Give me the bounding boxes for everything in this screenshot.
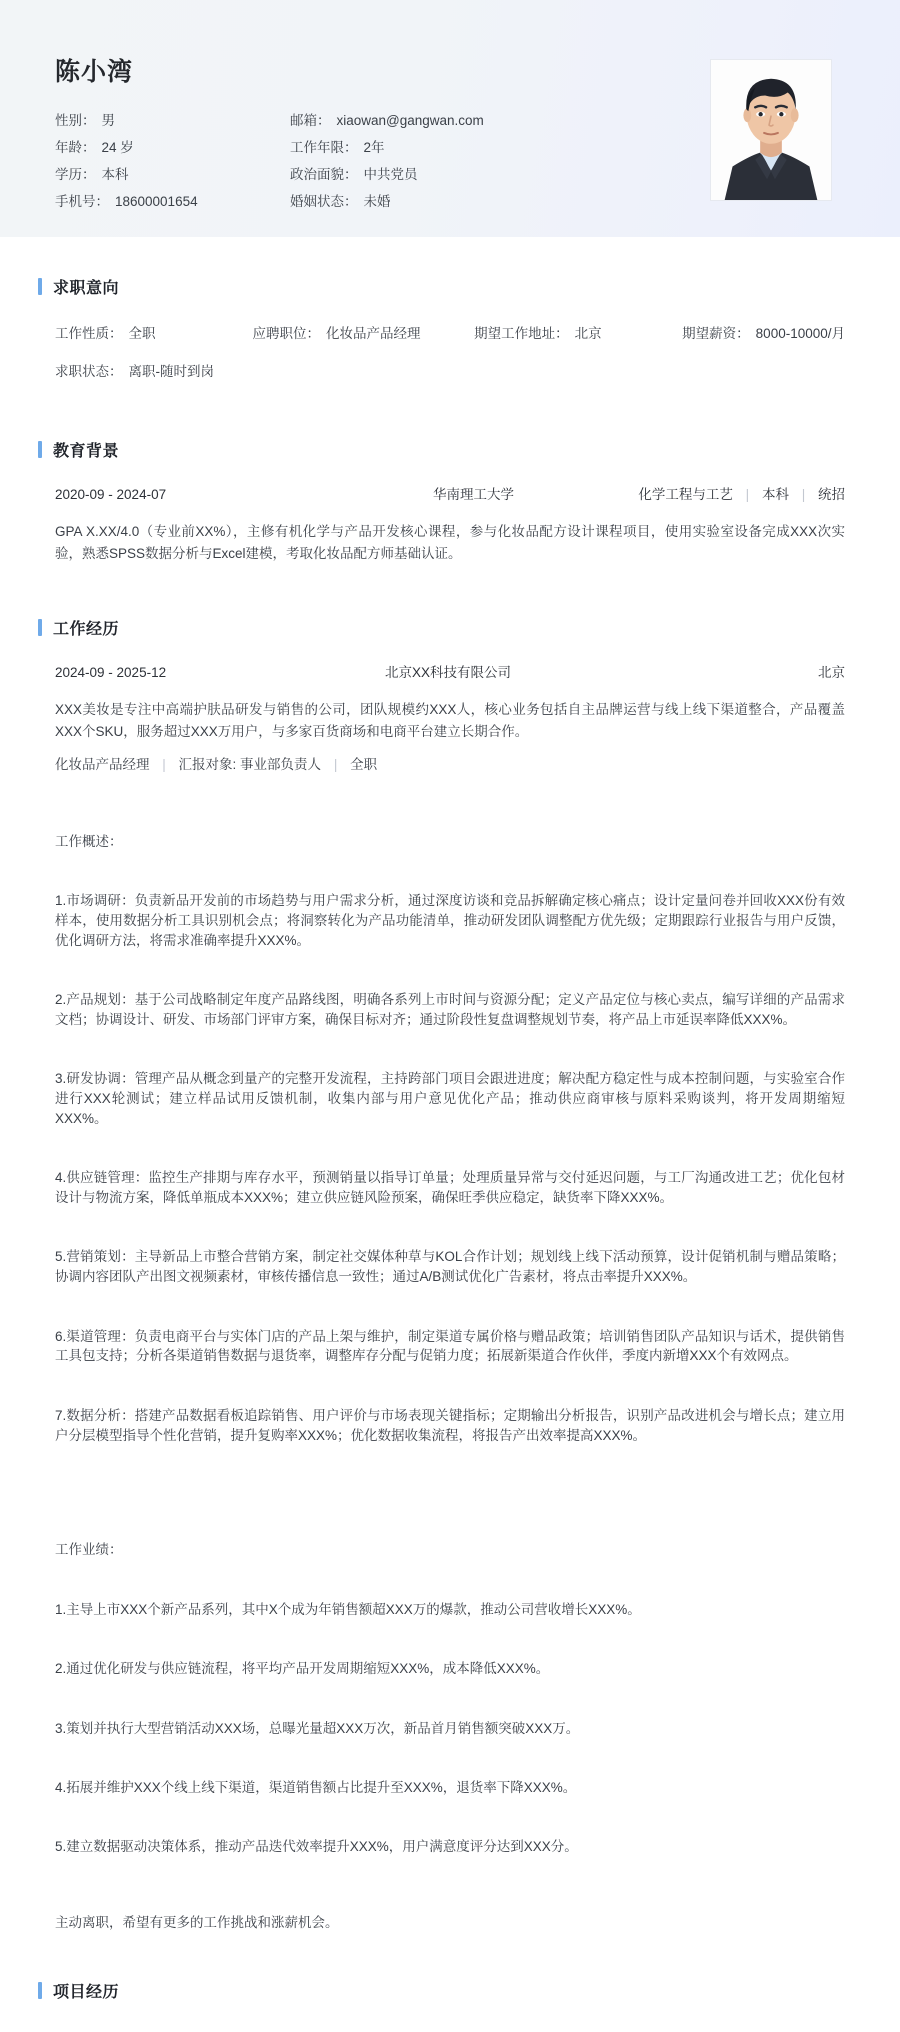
- work-achievement-title: 工作业绩：: [55, 1542, 123, 1558]
- resume-body: [0, 275, 900, 2032]
- intent-field-status: [55, 358, 260, 386]
- field-value: 8000-10000/月: [755, 326, 845, 341]
- info-value: 18600001654: [115, 194, 198, 209]
- work-report-to: 汇报对象: 事业部负责人: [178, 757, 322, 772]
- job-intent-row-1: [55, 320, 845, 348]
- accent-bar-icon: [38, 1982, 42, 1999]
- intent-field-position: [253, 320, 475, 348]
- section-header: [55, 1979, 845, 2002]
- field-value: 化妆品产品经理: [326, 326, 421, 341]
- info-field-email: [290, 107, 710, 134]
- work-achievement-item: 3.策划并执行大型营销活动XXX场，总曝光量超XXX万次，新品首月销售额突破XXX万。: [55, 1720, 580, 1736]
- work-entry: [55, 661, 845, 1933]
- section-header: [55, 438, 845, 461]
- section-project-experience: [55, 1979, 845, 2002]
- intent-field-salary: [682, 320, 845, 348]
- work-overview-title: 工作概述：: [55, 833, 123, 849]
- work-location: 北京: [818, 665, 845, 680]
- work-achievement-item: 1.主导上市XXX个新产品系列，其中X个成为年销售额超XXX万的爆款，推动公司营收增长XXX%。: [55, 1601, 641, 1617]
- education-description: GPA X.XX/4.0（专业前XX%），主修有机化学与产品开发核心课程，参与化妆品配方设计课程项目，使用实验室设备完成XXX次实验，熟悉SPSS数据分析与Excel建模，考取化妆品配方师基础认证。: [55, 524, 845, 561]
- education-admission-type: 统招: [818, 487, 845, 502]
- work-overview-item: 7.数据分析：搭建产品数据看板追踪销售、用户评价与市场表现关键指标；定期输出分析报告，识别产品改进机会与增长点；建立用户分层模型指导个性化营销，提升复购率XXX%；优化数据收集流程，将报告产出效率提高XXX%。: [55, 1407, 845, 1443]
- info-field-gender: [55, 107, 290, 134]
- education-entry-head: [55, 483, 845, 507]
- work-job-type: 全职: [350, 757, 378, 772]
- info-label: 手机号：: [55, 194, 109, 209]
- education-degree: 本科: [761, 487, 789, 502]
- job-intent-row-2: [55, 358, 845, 386]
- info-value: 本科: [101, 167, 129, 182]
- header-basic-info: [55, 52, 710, 215]
- tag-separator-icon: |: [745, 487, 750, 502]
- info-label: 邮箱：: [290, 113, 331, 128]
- field-label: 求职状态：: [55, 364, 123, 379]
- info-value: 中共党员: [363, 167, 418, 182]
- work-overview-item: 4.供应链管理：监控生产排期与库存水平，预测销量以指导订单量；处理质量异常与交付延迟问题，与工厂沟通改进工艺；优化包材设计与物流方案，降低单瓶成本XXX%；建立供应链风险预案，确保旺季供应稳定，缺货率下降XXX%。: [55, 1170, 845, 1205]
- work-overview-item: 1.市场调研：负责新品开发前的市场趋势与用户需求分析，通过深度访谈和竞品拆解确定核心痛点；设计定量问卷并回收XXX份有效样本，使用数据分析工具识别机会点；将洞察转化为产品功能清单，推动研发团队调整配方优先级；定期跟踪行业报告与用户反馈，优化调研方法，将需求准确率提升XXX%。: [55, 892, 845, 948]
- field-value: 北京: [574, 326, 602, 341]
- work-overview-item: 3.研发协调：管理产品从概念到量产的完整开发流程，主持跨部门项目会跟进进度；解决配方稳定性与成本控制问题，与实验室合作进行XXX轮测试；建立样品试用反馈机制，收集内部与用户意见优化产品；推动供应商审核与原料采购谈判，将开发周期缩短XXX%。: [55, 1071, 845, 1126]
- education-major: 化学工程与工艺: [638, 487, 733, 502]
- field-label: 应聘职位：: [252, 326, 320, 341]
- field-value: 离职-随时到岗: [128, 364, 214, 379]
- accent-bar-icon: [38, 619, 42, 636]
- intent-field-job-nature: [55, 320, 253, 348]
- work-company-intro: XXX美妆是专注中高端护肤品研发与销售的公司，团队规模约XXX人，核心业务包括自主品牌运营与线上线下渠道整合，产品覆盖XXX个SKU，服务超过XXX万用户，与多家百货商场和电商平台建立长期合作。: [55, 702, 845, 739]
- education-entry: [55, 483, 845, 564]
- tag-separator-icon: |: [162, 757, 166, 772]
- section-job-intention: [55, 275, 845, 386]
- info-field-age: [55, 134, 290, 161]
- work-position: 化妆品产品经理: [55, 757, 150, 772]
- info-value: 未婚: [363, 194, 391, 209]
- work-achievement-item: 5.建立数据驱动决策体系，推动产品迭代效率提升XXX%，用户满意度评分达到XXX分。: [55, 1839, 578, 1855]
- info-label: 工作年限：: [290, 140, 358, 155]
- education-tags: [638, 483, 845, 507]
- work-overview-block: [55, 792, 845, 1485]
- accent-bar-icon: [38, 278, 42, 295]
- field-value: 全职: [128, 326, 156, 341]
- info-field-marital-status: [290, 188, 710, 215]
- section-work-experience: [55, 616, 845, 1933]
- info-label: 年龄：: [55, 140, 96, 155]
- work-closing-note: 主动离职，希望有更多的工作挑战和涨薪机会。: [55, 1914, 339, 1930]
- field-label: 期望薪资：: [682, 326, 750, 341]
- field-label: 工作性质：: [55, 326, 123, 341]
- work-entry-head: [55, 661, 845, 685]
- work-overview-item: 2.产品规划：基于公司战略制定年度产品路线图，明确各系列上市时间与资源分配；定义产品定位与核心卖点，编写详细的产品需求文档；协调设计、研发、市场部门评审方案，确保目标对齐；通过阶段性复盘调整规划节奏，将产品上市延误率降低XXX%。: [55, 991, 845, 1027]
- info-label: 学历：: [55, 167, 96, 182]
- info-value: 24 岁: [101, 140, 134, 155]
- page-title: 陈小湾: [55, 58, 134, 86]
- page-bottom-spacer: [55, 2024, 845, 2032]
- work-overview-item: 5.营销策划：主导新品上市整合营销方案，制定社交媒体种草与KOL合作计划；规划线上线下活动预算，设计促销机制与赠品策略；协调内容团队产出图文视频素材，审核传播信息一致性；通过A/B测试优化广告素材，将点击率提升XXX%。: [55, 1249, 845, 1285]
- accent-bar-icon: [38, 441, 42, 458]
- work-date-range: 2024-09 - 2025-12: [55, 665, 167, 680]
- work-company: 北京XX科技有限公司: [385, 665, 512, 680]
- section-header: [55, 616, 845, 639]
- info-field-work-years: [290, 134, 710, 161]
- info-field-education: [55, 161, 290, 188]
- intent-field-location: [474, 320, 682, 348]
- work-position-line: [55, 754, 845, 776]
- section-title: 教育背景: [53, 443, 120, 460]
- section-header: [55, 275, 845, 298]
- avatar: [710, 59, 832, 201]
- section-title: 求职意向: [53, 280, 120, 297]
- work-achievement-item: 4.拓展并维护XXX个线上线下渠道，渠道销售额占比提升至XXX%，退货率下降XXX%。: [55, 1780, 577, 1796]
- basic-info-grid: [55, 107, 710, 215]
- work-overview-item: 6.渠道管理：负责电商平台与实体门店的产品上架与维护，制定渠道专属价格与赠品政策；培训销售团队产品知识与话术，提供销售工具包支持；分析各渠道销售数据与退货率，调整库存分配与促销力度；拓展新渠道合作伙伴，季度内新增XXX个有效网点。: [55, 1328, 845, 1364]
- info-value: 男: [101, 113, 115, 128]
- resume-header-banner: [0, 0, 900, 237]
- tag-separator-icon: |: [801, 487, 806, 502]
- education-school: 华南理工大学: [433, 487, 514, 502]
- portrait-photo-icon: [711, 60, 831, 200]
- info-label: 政治面貌：: [290, 167, 358, 182]
- education-date-range: 2020-09 - 2024-07: [55, 487, 167, 502]
- section-title: 工作经历: [53, 621, 120, 638]
- work-achievement-block: [55, 1501, 845, 1897]
- section-education: [55, 438, 845, 564]
- info-label: 婚姻状态：: [290, 194, 358, 209]
- info-value: xiaowan@gangwan.com: [336, 113, 484, 128]
- info-label: 性别：: [55, 113, 96, 128]
- tag-separator-icon: |: [333, 757, 338, 772]
- info-value: 2年: [363, 140, 385, 155]
- info-field-phone: [55, 188, 290, 215]
- info-field-political-status: [290, 161, 710, 188]
- field-label: 期望工作地址：: [474, 326, 569, 341]
- work-achievement-item: 2.通过优化研发与供应链流程，将平均产品开发周期缩短XXX%，成本降低XXX%。: [55, 1661, 550, 1677]
- section-title: 项目经历: [53, 1983, 120, 2001]
